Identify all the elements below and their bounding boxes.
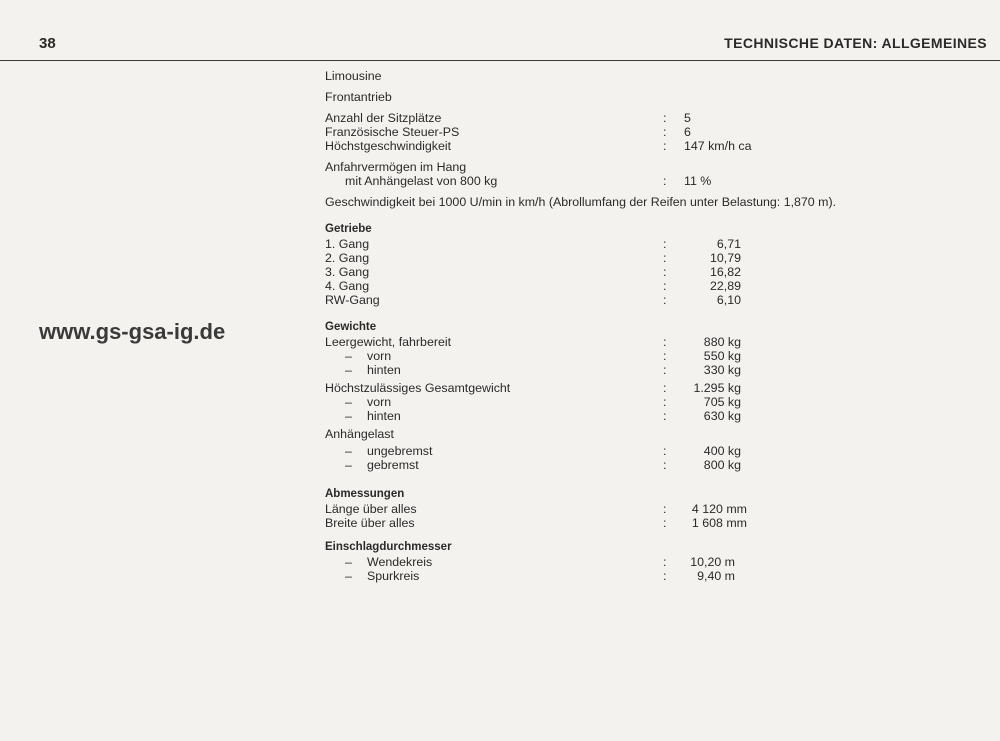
spec-value: 1 608 mm bbox=[691, 516, 747, 530]
spec-value: 630 kg bbox=[703, 409, 741, 423]
dimension-row-width bbox=[325, 516, 985, 530]
spec-line-body bbox=[325, 69, 985, 83]
weight-row-empty-front bbox=[325, 349, 985, 363]
colon: : bbox=[663, 251, 667, 265]
gear-row bbox=[325, 265, 985, 279]
spec-line-hill-start-trailer bbox=[325, 174, 985, 188]
spec-value: 6 bbox=[684, 125, 691, 139]
dimension-row-length bbox=[325, 502, 985, 516]
spec-value: 147 km/h ca bbox=[684, 139, 752, 153]
colon: : bbox=[663, 381, 667, 395]
colon: : bbox=[663, 444, 667, 458]
spec-value: 330 kg bbox=[703, 363, 741, 377]
header-rule bbox=[0, 60, 1000, 61]
dash: – bbox=[345, 395, 352, 409]
colon: : bbox=[663, 139, 667, 153]
spec-label: vorn bbox=[367, 349, 392, 363]
dash: – bbox=[345, 458, 352, 472]
spec-label: Leergewicht, fahrbereit bbox=[325, 335, 452, 349]
colon: : bbox=[663, 174, 667, 188]
colon: : bbox=[663, 409, 667, 423]
weight-row-gross-rear bbox=[325, 409, 985, 423]
weight-row-empty-rear bbox=[325, 363, 985, 377]
gear-ratio: 22,89 bbox=[709, 279, 741, 293]
gear-row bbox=[325, 251, 985, 265]
spec-value: 11 % bbox=[684, 174, 712, 188]
spec-label: hinten bbox=[367, 363, 401, 377]
spec-line-tax-hp bbox=[325, 125, 985, 139]
spec-line-top-speed bbox=[325, 139, 985, 153]
spec-label: Anfahrvermögen im Hang bbox=[325, 160, 467, 174]
turning-row-wall bbox=[325, 555, 985, 569]
colon: : bbox=[663, 335, 667, 349]
colon: : bbox=[663, 111, 667, 125]
colon: : bbox=[663, 349, 667, 363]
section-title-gearbox: Getriebe bbox=[325, 223, 372, 235]
spec-label: Höchstzulässiges Gesamtgewicht bbox=[325, 381, 511, 395]
spec-label: Französische Steuer-PS bbox=[325, 125, 460, 139]
spec-label: Breite über alles bbox=[325, 516, 415, 530]
gear-ratio: 6,10 bbox=[716, 293, 741, 307]
colon: : bbox=[663, 363, 667, 377]
turning-row-kerb bbox=[325, 569, 985, 583]
section-title-weights: Gewichte bbox=[325, 321, 377, 333]
dash: – bbox=[345, 363, 352, 377]
spec-label: Höchstgeschwindigkeit bbox=[325, 139, 452, 153]
spec-label: vorn bbox=[367, 395, 392, 409]
spec-label: Wendekreis bbox=[367, 555, 433, 569]
weight-row-trailer bbox=[325, 427, 985, 441]
gear-ratio: 10,79 bbox=[709, 251, 741, 265]
colon: : bbox=[663, 293, 667, 307]
gear-row bbox=[325, 237, 985, 251]
gear-label: 4. Gang bbox=[325, 279, 370, 293]
spec-label: mit Anhängelast von 800 kg bbox=[345, 174, 498, 188]
watermark-url: www.gs-gsa-ig.de bbox=[39, 319, 226, 344]
colon: : bbox=[663, 265, 667, 279]
spec-line-drive bbox=[325, 90, 985, 104]
colon: : bbox=[663, 569, 667, 583]
colon: : bbox=[663, 237, 667, 251]
spec-label: Frontantrieb bbox=[325, 90, 392, 104]
spec-value: 4 120 mm bbox=[691, 502, 747, 516]
spec-value: 5 bbox=[684, 111, 691, 125]
spec-value: 705 kg bbox=[703, 395, 741, 409]
gear-label: RW-Gang bbox=[325, 293, 380, 307]
spec-value: 400 kg bbox=[703, 444, 741, 458]
colon: : bbox=[663, 502, 667, 516]
spec-value: 800 kg bbox=[703, 458, 741, 472]
weight-row-trailer-unbraked bbox=[325, 444, 985, 458]
weight-row-gross-front bbox=[325, 395, 985, 409]
spec-label: Geschwindigkeit bei 1000 U/min in km/h (Abrollumfang der Reifen unter Belastung: 1,870 m). bbox=[325, 195, 837, 209]
spec-label: Limousine bbox=[325, 69, 382, 83]
spec-label: gebremst bbox=[367, 458, 419, 472]
spec-value: 10,20 m bbox=[690, 555, 735, 569]
spec-value: 9,40 m bbox=[697, 569, 735, 583]
gear-ratio: 6,71 bbox=[716, 237, 741, 251]
spec-label: Anhängelast bbox=[325, 427, 394, 441]
section-title-turning: Einschlagdurchmesser bbox=[325, 541, 452, 553]
spec-label: ungebremst bbox=[367, 444, 433, 458]
weight-row-trailer-braked bbox=[325, 458, 985, 472]
gear-row bbox=[325, 279, 985, 293]
colon: : bbox=[663, 395, 667, 409]
colon: : bbox=[663, 125, 667, 139]
section-title-dimensions: Abmessungen bbox=[325, 488, 405, 500]
running-head: TECHNISCHE DATEN: ALLGEMEINES bbox=[724, 35, 987, 51]
colon: : bbox=[663, 555, 667, 569]
spec-label: Länge über alles bbox=[325, 502, 417, 516]
spec-value: 880 kg bbox=[703, 335, 741, 349]
page-number: 38 bbox=[39, 35, 56, 52]
spec-label: hinten bbox=[367, 409, 401, 423]
colon: : bbox=[663, 458, 667, 472]
gear-ratio: 16,82 bbox=[709, 265, 741, 279]
gear-label: 2. Gang bbox=[325, 251, 370, 265]
dash: – bbox=[345, 555, 352, 569]
spec-label: Anzahl der Sitzplätze bbox=[325, 111, 442, 125]
gear-row bbox=[325, 293, 985, 307]
spec-line-speed-per-1000 bbox=[325, 195, 985, 209]
dash: – bbox=[345, 349, 352, 363]
dash: – bbox=[345, 444, 352, 458]
weight-row-gross bbox=[325, 381, 985, 395]
spec-value: 550 kg bbox=[703, 349, 741, 363]
gear-label: 3. Gang bbox=[325, 265, 370, 279]
spec-value: 1.295 kg bbox=[693, 381, 741, 395]
dash: – bbox=[345, 569, 352, 583]
colon: : bbox=[663, 516, 667, 530]
spec-content bbox=[325, 69, 985, 583]
spec-line-hill-start bbox=[325, 160, 985, 174]
spec-label: Spurkreis bbox=[367, 569, 420, 583]
weight-row-empty bbox=[325, 335, 985, 349]
gear-label: 1. Gang bbox=[325, 237, 370, 251]
spec-line-seats bbox=[325, 111, 985, 125]
colon: : bbox=[663, 279, 667, 293]
dash: – bbox=[345, 409, 352, 423]
